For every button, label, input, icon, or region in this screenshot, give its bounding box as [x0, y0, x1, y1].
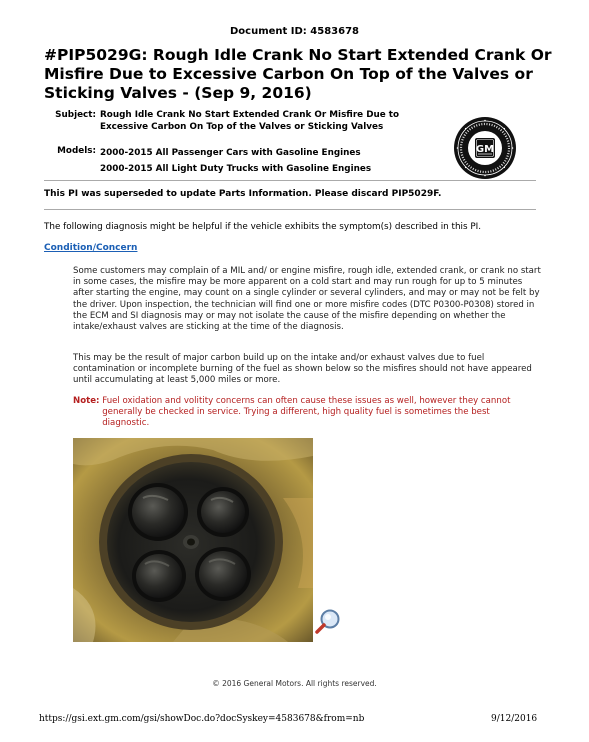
- divider-bottom: [44, 209, 536, 210]
- models-label: Models:: [57, 146, 96, 156]
- page-url: https://gsi.ext.gm.com/gsi/showDoc.do?docSyskey=4583678&from=nb: [39, 714, 365, 724]
- condition-concern-link[interactable]: Condition/Concern: [44, 243, 138, 253]
- models-line-1: 2000-2015 All Passenger Cars with Gasoline Engines: [100, 148, 361, 158]
- svg-text:GM: GM: [475, 144, 495, 155]
- subject-block: [44, 109, 399, 133]
- document-id: Document ID: 4583678: [229, 26, 359, 37]
- models-block: [44, 145, 371, 177]
- superseded-notice: This PI was superseded to update Parts Information. Please discard PIP5029F.: [44, 189, 442, 199]
- paragraph-condition: Some customers may complain of a MIL and/ or engine misfire, rough idle, extended crank, or crank no start in some cases, the misfire may be more apparent on a cold start and may run rough for up to 5 minutes after starting the engine, may count on a single cylinder or several cylinders, and may or may not be felt by the driver. Upon inspection, the technician will find one or more misfire codes (DTC P0300-P0308) stored in the ECM and SI diagnosis may or may not isolate the cause of the misfire depending on whether the intake/exhaust valves are sticking at the time of the diagnosis.: [73, 266, 541, 333]
- subject-line-2: Excessive Carbon On Top of the Valves or Sticking Valves: [100, 122, 384, 132]
- carbon-valves-photo: [73, 438, 313, 642]
- paragraph-cause: This may be the result of major carbon build up on the intake and/or exhaust valves due to fuel contamination or incomplete burning of the fuel as shown below so the misfires should not have appeared until accumulating at least 5,000 miles or more.: [73, 353, 532, 386]
- subject-label: Subject:: [55, 110, 96, 120]
- magnifier-icon[interactable]: [314, 608, 342, 636]
- note-label: Note:: [73, 396, 100, 406]
- note-text: Fuel oxidation and volitity concerns can often cause these issues as well, however they cannot generally be checked in service. Trying a different, high quality fuel is sometimes the best diagnostic.: [102, 396, 511, 429]
- page-title: #PIP5029G: Rough Idle Crank No Start Extended Crank Or Misfire Due to Excessive Carbon On Top of the Valves or Sticking Valves - (Sep 9, 2016): [44, 46, 552, 102]
- subject-text: [100, 109, 399, 133]
- print-date: 9/12/2016: [491, 714, 538, 724]
- subject-line-1: Rough Idle Crank No Start Extended Crank Or Misfire Due to: [100, 110, 400, 120]
- intro-text: The following diagnosis might be helpful if the vehicle exhibits the symptom(s) described in this PI.: [44, 222, 482, 232]
- models-text: [100, 145, 371, 177]
- copyright: © 2016 General Motors. All rights reserved.: [212, 679, 377, 688]
- models-line-2: 2000-2015 All Light Duty Trucks with Gasoline Engines: [100, 164, 372, 174]
- gm-seal-logo: [452, 115, 518, 181]
- note-block: [73, 396, 541, 430]
- divider-top: [44, 180, 536, 181]
